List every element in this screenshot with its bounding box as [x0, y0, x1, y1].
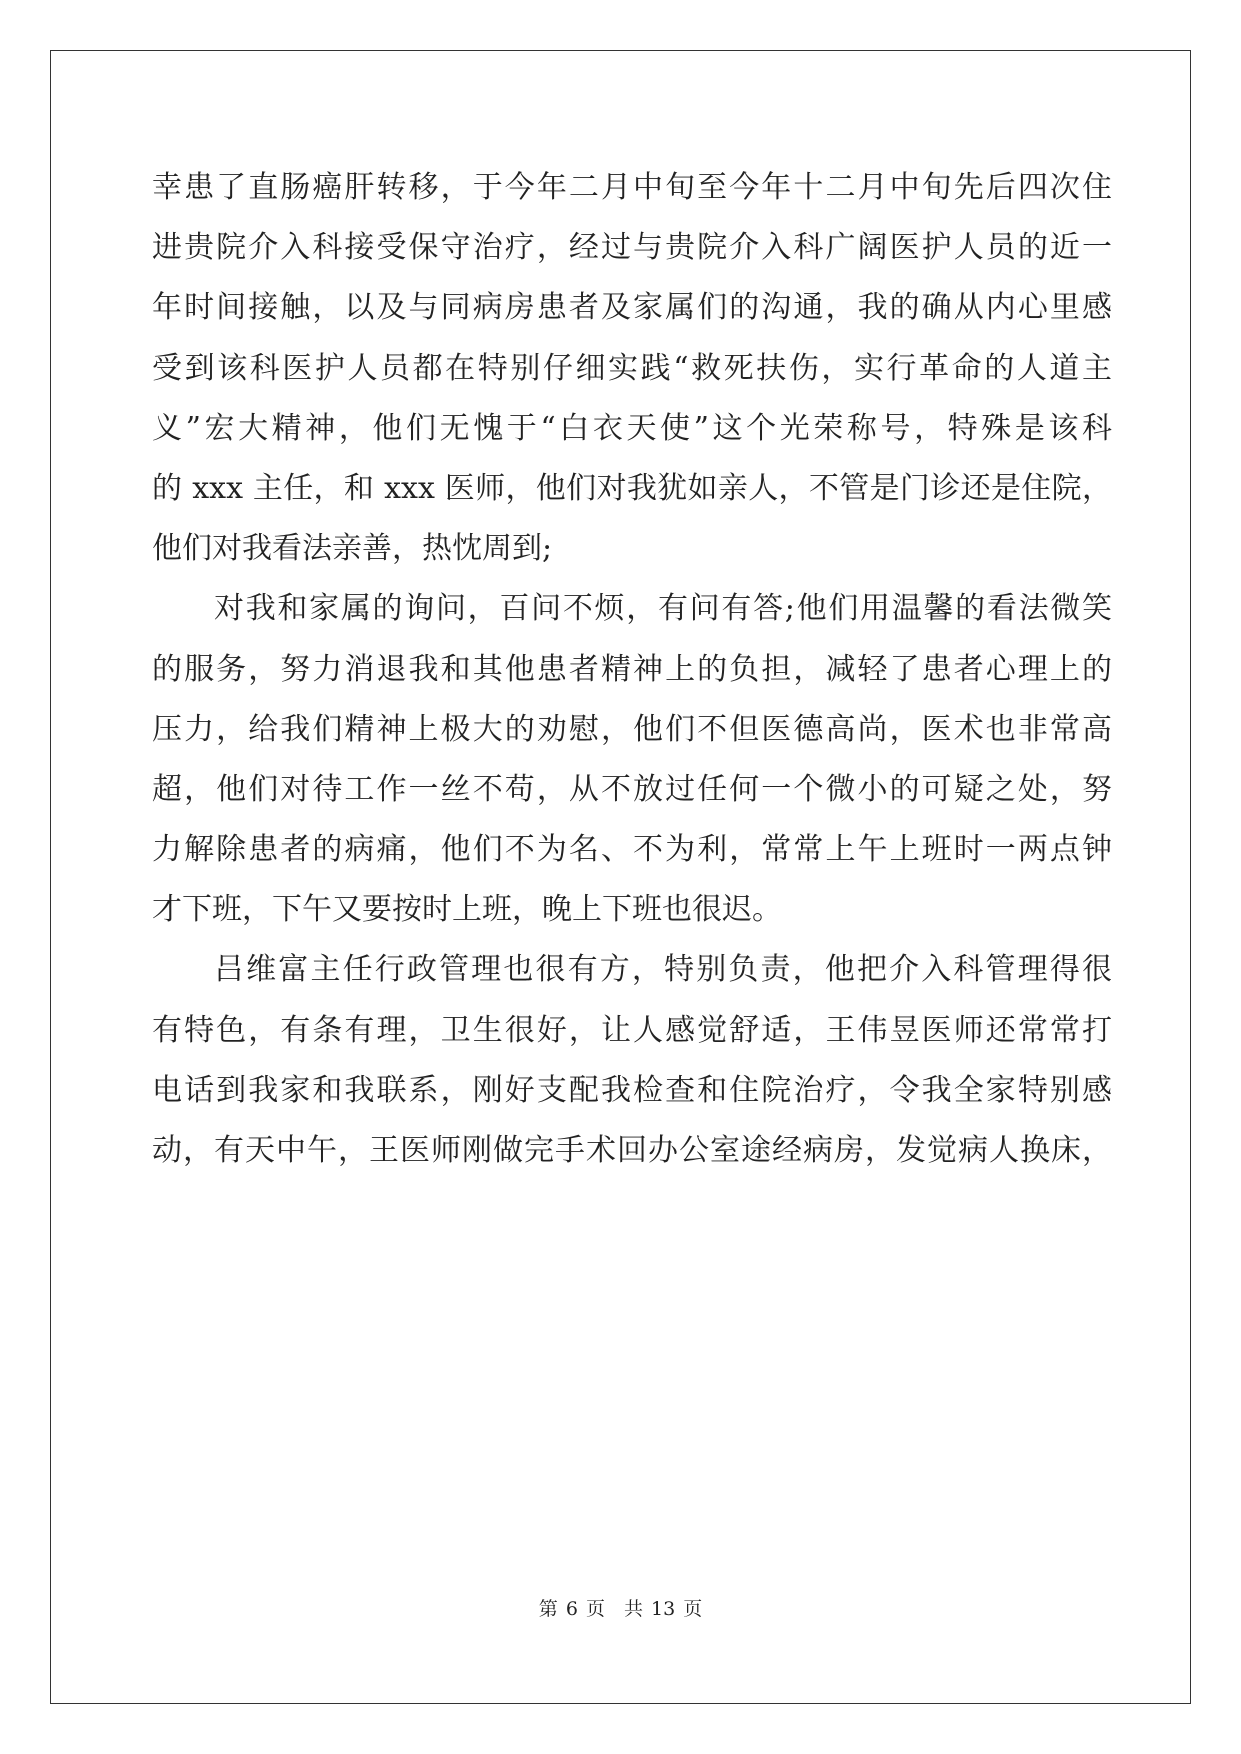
text-line: 年时间接触，以及与同病房患者及家属们的沟通，我的确从内心里感 — [152, 290, 1112, 326]
text-line: 进贵院介入科接受保守治疗，经过与贵院介入科广阔医护人员的近一 — [152, 230, 1112, 266]
paragraph-first-line: 对我和家属的询问，百问不烦，有问有答;他们用温馨的看法微笑 — [214, 591, 1112, 627]
text-line: 力解除患者的病痛，他们不为名、不为利，常常上午上班时一两点钟 — [152, 832, 1112, 868]
text-line: 电话到我家和我联系，刚好支配我检查和住院治疗，令我全家特别感 — [152, 1072, 1112, 1108]
document-body — [152, 158, 1112, 1181]
page-number-footer: 第 6 页 共 13 页 — [538, 1598, 703, 1620]
paragraph-first-line: 吕维富主任行政管理也很有方，特别负责，他把介入科管理得很 — [214, 952, 1112, 988]
text-line: 才下班，下午又要按时上班，晚上下班也很迟。 — [152, 892, 782, 928]
text-line: 的 xxx 主任，和 xxx 医师，他们对我犹如亲人，不管是门诊还是住院， — [152, 470, 1112, 506]
text-line: 义”宏大精神，他们无愧于“白衣天使”这个光荣称号，特殊是该科 — [152, 410, 1112, 446]
text-line: 他们对我看法亲善，热忱周到; — [152, 531, 553, 567]
text-line: 超，他们对待工作一丝不苟，从不放过任何一个微小的可疑之处，努 — [152, 771, 1112, 807]
text-line: 受到该科医护人员都在特别仔细实践“救死扶伤，实行革命的人道主 — [152, 350, 1112, 386]
text-line: 幸患了直肠癌肝转移，于今年二月中旬至今年十二月中旬先后四次住 — [152, 170, 1112, 205]
text-line: 动，有天中午，王医师刚做完手术回办公室途经病房，发觉病人换床， — [152, 1133, 1112, 1168]
text-line: 压力，给我们精神上极大的劝慰，他们不但医德高尚，医术也非常高 — [152, 711, 1112, 747]
text-line: 有特色，有条有理，卫生很好，让人感觉舒适，王伟昱医师还常常打 — [152, 1012, 1112, 1048]
text-line: 的服务，努力消退我和其他患者精神上的负担，减轻了患者心理上的 — [152, 651, 1112, 687]
